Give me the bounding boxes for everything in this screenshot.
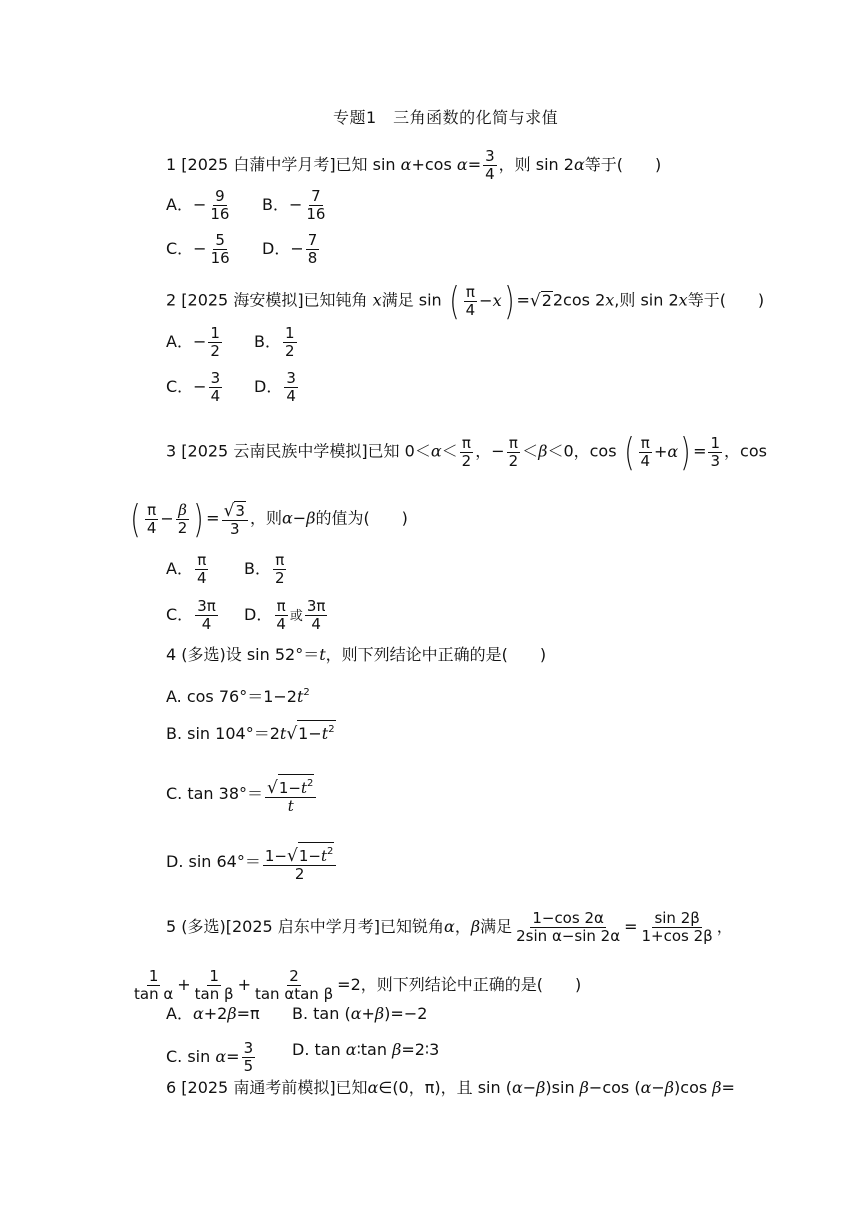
- num: 3: [286, 369, 296, 387]
- question-2-option-a[interactable]: [166, 325, 224, 360]
- var: α: [511, 1078, 523, 1097]
- op: +: [177, 975, 191, 994]
- text: =2，则下列结论中正确的是( ): [337, 975, 582, 994]
- text: ，则 sin 2: [498, 155, 574, 174]
- den: 4: [465, 300, 476, 319]
- label: B．: [254, 332, 281, 351]
- var: β: [392, 1040, 402, 1059]
- den: 4: [286, 387, 296, 405]
- num: 1: [710, 433, 721, 452]
- text: B. sin 104°＝2: [166, 724, 280, 743]
- den: 16: [210, 249, 230, 267]
- den: 4: [146, 518, 157, 537]
- var: α: [640, 1078, 652, 1097]
- sqrt: [224, 501, 246, 520]
- var: α: [444, 917, 455, 936]
- text: =: [516, 290, 530, 310]
- text: =: [467, 155, 482, 174]
- question-2-option-c[interactable]: [166, 370, 224, 405]
- sqrt-sign: √: [287, 846, 298, 866]
- question-1-stem: [166, 148, 661, 183]
- question-5-option-d[interactable]: [292, 1040, 439, 1060]
- text: 或: [289, 609, 303, 624]
- exponent: 2: [328, 724, 335, 735]
- num: 1: [284, 324, 295, 342]
- num: 3: [243, 1039, 254, 1057]
- num: π: [276, 597, 286, 615]
- num: π: [508, 433, 518, 452]
- den: 2: [210, 342, 220, 360]
- bracket-expression: [622, 430, 693, 474]
- text: −cos (: [588, 1078, 641, 1097]
- fraction: [265, 774, 316, 815]
- text: 3 [2025 云南民族中学模拟]已知 0＜: [166, 441, 431, 461]
- fraction: [507, 435, 521, 470]
- question-4-option-d[interactable]: [166, 842, 338, 883]
- text: 5 (多选)[2025 启东中学月考]已知锐角: [166, 917, 445, 936]
- sqrt: [267, 774, 314, 797]
- text: 2 [2025 海安模拟]已知钝角: [166, 290, 373, 310]
- num: 3π: [306, 597, 326, 615]
- den: 4: [276, 615, 286, 633]
- text: ，则: [249, 508, 282, 528]
- den: 4: [196, 569, 207, 587]
- num: 9: [215, 187, 225, 205]
- var: β: [664, 1078, 675, 1097]
- text: C. sin: [166, 1047, 216, 1066]
- var: t: [296, 687, 304, 706]
- text: ＜0，cos: [547, 441, 622, 461]
- fraction: [464, 284, 478, 319]
- den: 2: [274, 569, 285, 587]
- op: −: [479, 291, 493, 310]
- question-4-option-c[interactable]: [166, 774, 318, 815]
- den: 16: [210, 205, 230, 223]
- label: D．: [244, 605, 273, 624]
- text: 4 (多选)设 sin 52°＝: [166, 645, 320, 664]
- var: α: [350, 1004, 362, 1023]
- text: ＜: [441, 441, 458, 461]
- num: 7: [307, 231, 318, 249]
- text: +: [361, 1004, 375, 1023]
- var: α: [367, 1078, 379, 1097]
- question-5-option-c[interactable]: [166, 1040, 257, 1075]
- sqrt-sign: √: [286, 724, 298, 744]
- var: t: [321, 724, 329, 743]
- text: −: [292, 508, 307, 528]
- fraction: [305, 598, 328, 633]
- fraction: [195, 598, 218, 633]
- label: A．−: [166, 195, 207, 214]
- radicand: 3: [235, 501, 245, 520]
- exponent: 2: [327, 846, 334, 857]
- right-bracket: ): [193, 497, 204, 541]
- fraction: [208, 188, 231, 223]
- var: β: [470, 917, 481, 936]
- text: −: [522, 1078, 537, 1097]
- text: +cos: [411, 155, 457, 174]
- text: D. sin 64°＝: [166, 852, 261, 871]
- sqrt: [287, 842, 334, 865]
- question-5-stem-line1: [166, 910, 733, 945]
- text: =2∶3: [401, 1040, 440, 1059]
- bracket-expression: [447, 279, 517, 323]
- text: ∈(0，π)，且 sin (: [378, 1078, 512, 1097]
- text: ，则下列结论中正确的是( ): [325, 645, 547, 664]
- question-4-stem: [166, 645, 546, 665]
- fraction: [195, 552, 209, 587]
- var: β: [374, 1004, 385, 1023]
- text: ，−: [475, 441, 505, 461]
- question-1-option-a[interactable]: [166, 188, 233, 223]
- text: ，: [716, 917, 733, 936]
- text: 1−: [298, 724, 322, 743]
- label: A．: [166, 559, 193, 578]
- left-bracket: (: [623, 430, 635, 474]
- label: B．: [244, 559, 271, 578]
- op: +: [654, 442, 668, 461]
- sqrt-sign: √: [223, 500, 235, 521]
- text: )sin: [545, 1078, 580, 1097]
- label: A．−: [166, 332, 207, 351]
- fraction: [460, 435, 474, 470]
- label: C．: [166, 605, 194, 624]
- fraction: [209, 232, 232, 267]
- den: 2sin α−sin 2α: [516, 927, 621, 945]
- num: 1: [210, 324, 220, 342]
- op: +: [237, 975, 251, 994]
- text: 等于( ): [584, 155, 662, 174]
- text: 1−: [298, 847, 321, 865]
- den: 2: [461, 451, 472, 470]
- op: −: [160, 509, 174, 528]
- var: t: [320, 847, 327, 865]
- bracket-expression: [128, 497, 206, 541]
- fraction: [483, 148, 497, 183]
- question-6-stem: [166, 1078, 735, 1098]
- text: A. cos 76°＝1−2: [166, 687, 297, 706]
- den: tan αtan β: [254, 985, 334, 1003]
- den: 4: [210, 387, 221, 405]
- right-bracket: ): [680, 430, 691, 474]
- den: 4: [201, 615, 212, 633]
- label: C．−: [166, 239, 207, 258]
- question-1-option-c[interactable]: [166, 232, 234, 267]
- question-3-option-d[interactable]: [244, 598, 329, 633]
- text: )=−2: [384, 1004, 428, 1023]
- text: )cos: [674, 1078, 713, 1097]
- fraction: [132, 968, 175, 1003]
- text: 2cos 2: [552, 290, 606, 310]
- fraction: [306, 232, 320, 267]
- text: C. tan 38°＝: [166, 784, 264, 803]
- text: ,则 sin 2: [614, 290, 679, 310]
- den: tan α: [134, 985, 174, 1003]
- text: D. tan: [292, 1040, 346, 1059]
- fraction: [208, 325, 222, 360]
- fraction: [273, 552, 287, 587]
- page-title: 专题1 三角函数的化简与求值: [333, 108, 559, 127]
- var: t: [279, 724, 287, 743]
- text: 1−: [278, 779, 301, 797]
- den: 4: [485, 165, 495, 183]
- var: t: [300, 779, 308, 797]
- num: 3: [485, 147, 495, 165]
- text: 满足 sin: [381, 290, 447, 310]
- var: α: [192, 1004, 204, 1023]
- right-bracket: ): [503, 279, 515, 323]
- num: π: [461, 433, 471, 452]
- text: =: [206, 508, 220, 528]
- num: sin 2β: [654, 909, 700, 927]
- question-3-option-c[interactable]: [166, 598, 220, 633]
- var: β: [227, 1004, 237, 1023]
- fraction: [222, 501, 248, 538]
- num: 7: [311, 187, 321, 205]
- text: 等于( ): [687, 290, 765, 310]
- den: 4: [640, 451, 651, 470]
- num: 1: [148, 967, 159, 985]
- num: 1: [209, 967, 219, 985]
- fraction: [640, 910, 715, 945]
- fraction: [283, 325, 297, 360]
- den: 16: [306, 205, 326, 223]
- den: 4: [311, 615, 321, 633]
- text: ∶tan: [356, 1040, 393, 1059]
- exponent: 2: [303, 687, 310, 698]
- sqrt: [530, 291, 553, 310]
- label: D．−: [262, 239, 304, 258]
- text: ，cos: [724, 441, 767, 461]
- question-1-option-d[interactable]: [262, 232, 321, 267]
- var: x: [678, 290, 688, 310]
- var: α: [573, 155, 585, 174]
- text: +2: [203, 1004, 228, 1023]
- num: 2: [289, 967, 299, 985]
- text: ＜: [522, 441, 539, 461]
- left-bracket: (: [449, 279, 460, 323]
- text: 满足: [480, 917, 513, 936]
- fraction: [176, 502, 190, 537]
- fraction: [145, 502, 159, 537]
- var: x: [372, 290, 382, 310]
- question-3-option-b[interactable]: [244, 552, 289, 587]
- den: 2: [284, 342, 295, 360]
- var: α: [345, 1040, 357, 1059]
- var: α: [281, 508, 293, 528]
- question-3-option-a[interactable]: [166, 552, 211, 587]
- var: α: [456, 155, 468, 174]
- question-3-stem-line1: [166, 430, 767, 474]
- num: π: [197, 551, 207, 569]
- question-2-option-b[interactable]: [254, 325, 299, 360]
- var: t: [319, 645, 326, 664]
- var: β: [712, 1078, 722, 1097]
- num: 5: [215, 231, 225, 249]
- text: 的值为( ): [315, 508, 408, 528]
- var: t: [287, 797, 294, 815]
- text: 6 [2025 南通考前模拟]已知: [166, 1078, 368, 1097]
- question-2-stem: [166, 279, 765, 323]
- var: α: [430, 441, 442, 461]
- sqrt-sign: √: [529, 290, 541, 311]
- label: B．−: [262, 195, 303, 214]
- fraction: [638, 435, 652, 470]
- num: 3π: [197, 597, 216, 615]
- exponent: 2: [307, 778, 314, 789]
- num: π: [465, 282, 475, 301]
- fraction: [263, 842, 337, 883]
- question-1-option-b[interactable]: [262, 188, 329, 223]
- den: 1+cos 2β: [641, 927, 713, 945]
- fraction: [193, 968, 236, 1003]
- num: π: [147, 500, 157, 519]
- text: =: [693, 441, 707, 461]
- fraction: [514, 910, 622, 945]
- fraction: [209, 370, 223, 405]
- var: β: [306, 508, 316, 528]
- num: 3: [210, 369, 221, 387]
- var: β: [579, 1078, 589, 1097]
- question-5-option-a[interactable]: [166, 1004, 260, 1024]
- sqrt-sign: √: [267, 778, 278, 798]
- sqrt: [286, 720, 335, 743]
- left-bracket: (: [130, 497, 141, 541]
- radicand: 2: [541, 290, 552, 310]
- num: 1−cos 2α: [532, 909, 604, 927]
- text: =: [226, 1047, 240, 1066]
- text: =π: [236, 1004, 260, 1023]
- label: D．: [254, 377, 283, 396]
- text: =: [624, 917, 638, 936]
- text: A．: [166, 1004, 193, 1023]
- question-5-option-b[interactable]: [292, 1004, 427, 1024]
- var: β: [178, 500, 187, 519]
- text: −: [651, 1078, 665, 1097]
- question-2-option-d[interactable]: [254, 370, 300, 405]
- var: α: [400, 155, 412, 174]
- fraction: [274, 598, 288, 633]
- fraction: [708, 435, 722, 470]
- den: 8: [307, 249, 318, 267]
- text: 1−: [264, 847, 287, 865]
- fraction: [284, 370, 298, 405]
- question-5-stem-line2: [130, 968, 581, 1003]
- label: C．−: [166, 377, 207, 396]
- var: β: [536, 1078, 546, 1097]
- fraction: [253, 968, 335, 1003]
- var: x: [605, 290, 615, 310]
- var: x: [492, 291, 502, 310]
- var: β: [538, 441, 548, 461]
- question-4-option-b[interactable]: [166, 720, 336, 744]
- den: 3: [229, 519, 240, 538]
- den: 5: [243, 1057, 254, 1075]
- var: α: [667, 442, 679, 461]
- text: 1 [2025 白蒲中学月考]已知 sin: [166, 155, 401, 174]
- text: B. tan (: [292, 1004, 351, 1023]
- text: ，: [454, 917, 471, 936]
- den: 2: [177, 518, 188, 537]
- den: 2: [508, 451, 519, 470]
- den: 3: [710, 451, 721, 470]
- var: α: [215, 1047, 227, 1066]
- num: π: [275, 551, 285, 569]
- fraction: [242, 1040, 256, 1075]
- text: =: [721, 1078, 735, 1097]
- num: π: [640, 433, 650, 452]
- question-4-option-a[interactable]: [166, 683, 310, 707]
- den: 2: [294, 865, 305, 883]
- fraction: [304, 188, 327, 223]
- question-3-stem-line2: [128, 497, 408, 541]
- den: tan β: [194, 985, 234, 1003]
